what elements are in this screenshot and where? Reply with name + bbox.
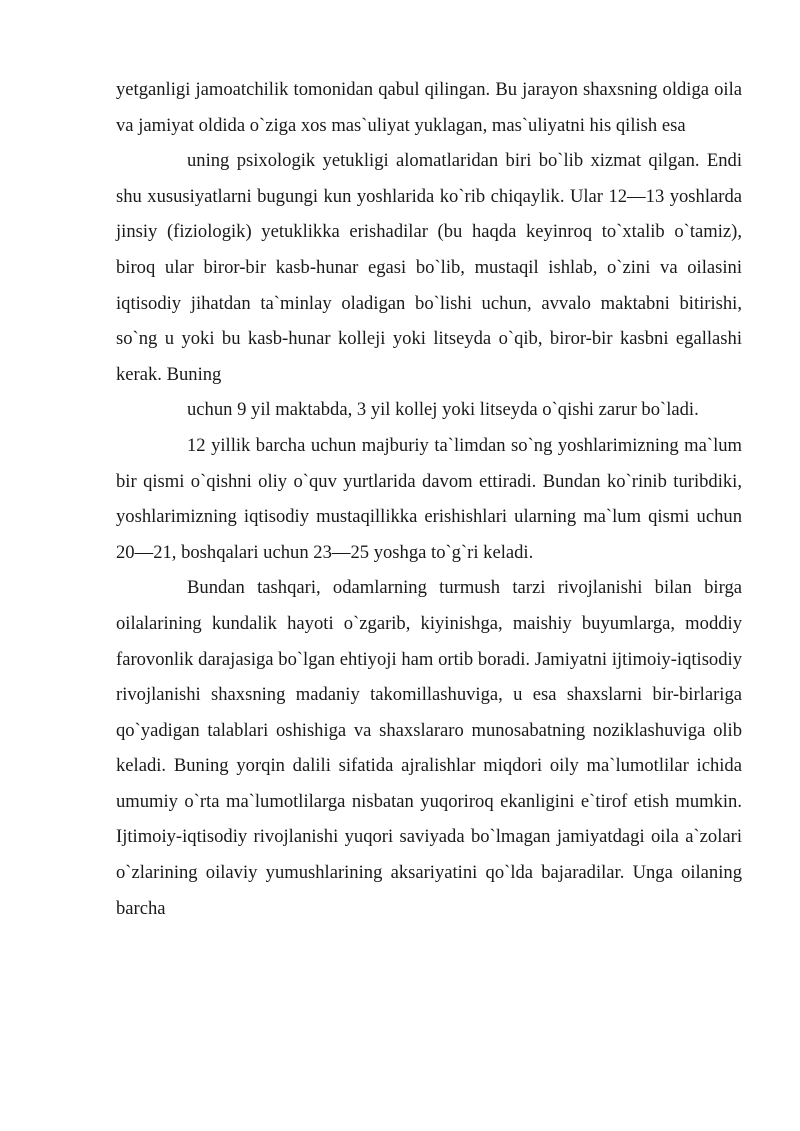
paragraph-4: 12 yillik barcha uchun majburiy ta`limdan so`ng yoshlarimizning ma`lum bir qismi o`qishni oliy o`quv yurtlarida davom ettiradi. Bundan ko`rinib turibdiki, yoshlarimizning iqtisodiy mustaqillikka erishishlari ularning ma`lum qismi uchun 20—21, boshqalari uchun 23—25 yoshga to`g`ri keladi. [116,434,742,563]
paragraph-5: Bundan tashqari, odamlarning turmush tarzi rivojlanishi bilan birga oilalarining kundalik hayoti o`zgarib, kiyinishga, maishiy buyumlarga, moddiy farovonlik darajasiga bo`lgan ehtiyoji ham ortib boradi. Jamiyatni ijtimoiy-iqtisodiy rivojlanishi shaxsning madaniy takomillashuviga, u esa shaxslarni bir-birlariga qo`yadigan talablari oshishiga va shaxslararo munosabatning noziklashuviga olib keladi. Buning yorqin dalili sifatida ajralishlar miqdori oily ma`lumotlilar ichida umumiy o`rta ma`lumotlilarga nisbatan yuqoriroq ekanligini e`tirof etish mumkin. Ijtimoiy-iqtisodiy rivojlanishi yuqori saviyada bo`lmagan jamiyatdagi oila a`zolari o`zlarining oilaviy yumushlarining aksariyatini qo`lda bajaradilar. Unga oilaning barcha [116,577,742,919]
paragraph-3: uchun 9 yil maktabda, 3 yil kollej yoki litseyda o`qishi zarur bo`ladi. [187,399,699,421]
document-page [116,72,742,926]
paragraph-1: yetganligi jamoatchilik tomonidan qabul qilingan. Bu jarayon shaxsning oldiga oila va jamiyat oldida o`ziga xos mas`uliyat yuklagan, mas`uliyatni his qilish esa [116,79,742,136]
paragraph-2: uning psixologik yetukligi alomatlaridan biri bo`lib xizmat qilgan. Endi shu xususiyatlarni bugungi kun yoshlarida ko`rib chiqaylik. Ular 12—13 yoshlarda jinsiy (fiziologik) yetuklikka erishadilar (bu haqda keyinroq to`xtalib o`tamiz), biroq ular biror-bir kasb-hunar egasi bo`lib, mustaqil ishlab, o`zini va oilasini iqtisodiy jihatdan ta`minlay oladigan bo`lishi uchun, avvalo maktabni bitirishi, so`ng u yoki bu kasb-hunar kolleji yoki litseyda o`qib, biror-bir kasbni egallashi kerak. Buning [116,150,742,385]
